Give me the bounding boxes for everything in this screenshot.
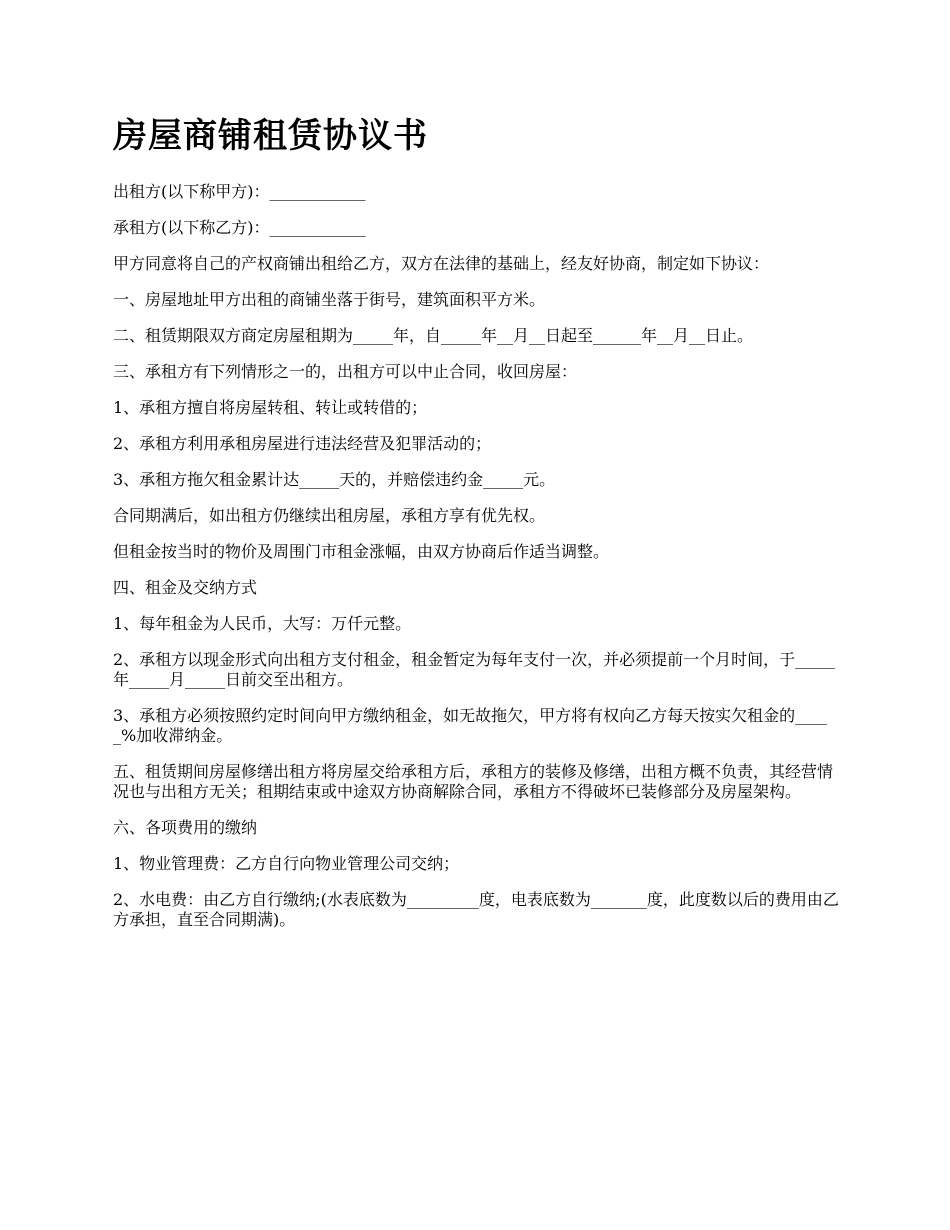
renewal-priority-paragraph: 合同期满后，如出租方仍继续出租房屋，承租方享有优先权。 <box>113 506 546 525</box>
clause-2-term: 二、租赁期限双方商定房屋租期为_____年，自_____年__月__日起至______年__月__日止。 <box>113 326 754 345</box>
document-title: 房屋商铺租赁协议书 <box>113 116 428 156</box>
clause-5-repairs: 五、租赁期间房屋修缮出租方将房屋交给承租方后，承租方的装修及修缮，出租方概不负责，其经营情况也与出租方无关；租期结束或中途双方协商解除合同，承租方不得破坏已装修部分及房屋架构。 <box>113 762 834 801</box>
clause-3-item-1: 1、承租方擅自将房屋转租、转让或转借的； <box>113 398 428 417</box>
clause-6-item-1: 1、物业管理费：乙方自行向物业管理公司交纳； <box>113 854 460 873</box>
document-page <box>113 108 848 946</box>
clause-4-heading: 四、租金及交纳方式 <box>113 578 258 597</box>
clause-6-item-2: 2、水电费：由乙方自行缴纳;(水表底数为_________度，电表底数为_______度，此度数以后的费用由乙方承担，直至合同期满)。 <box>113 890 839 929</box>
clause-3-termination: 三、承租方有下列情形之一的，出租方可以中止合同，收回房屋： <box>113 362 578 381</box>
party-b-line: 承租方(以下称乙方)：____________ <box>113 218 366 237</box>
clause-6-heading: 六、各项费用的缴纳 <box>113 818 258 837</box>
rent-adjustment-paragraph: 但租金按当时的物价及周围门市租金涨幅，由双方协商后作适当调整。 <box>113 542 610 561</box>
preamble-paragraph: 甲方同意将自己的产权商铺出租给乙方，双方在法律的基础上，经友好协商，制定如下协议： <box>113 254 770 273</box>
clause-3-item-2: 2、承租方利用承租房屋进行违法经营及犯罪活动的； <box>113 434 492 453</box>
clause-1-address: 一、房屋地址甲方出租的商铺坐落于街号，建筑面积平方米。 <box>113 290 546 309</box>
clause-3-item-3: 3、承租方拖欠租金累计达_____天的，并赔偿违约金_____元。 <box>113 470 556 489</box>
party-a-line: 出租方(以下称甲方)：____________ <box>113 182 366 201</box>
clause-4-item-1: 1、每年租金为人民币，大写：万仟元整。 <box>113 614 412 633</box>
clause-4-item-3: 3、承租方必须按照约定时间向甲方缴纳租金，如无故拖欠，甲方将有权向乙方每天按实欠租金的_____%加收滞纳金。 <box>113 706 828 745</box>
clause-4-item-2: 2、承租方以现金形式向出租方支付租金，租金暂定为每年支付一次，并必须提前一个月时间，于_____年_____月_____日前交至出租方。 <box>113 650 836 689</box>
